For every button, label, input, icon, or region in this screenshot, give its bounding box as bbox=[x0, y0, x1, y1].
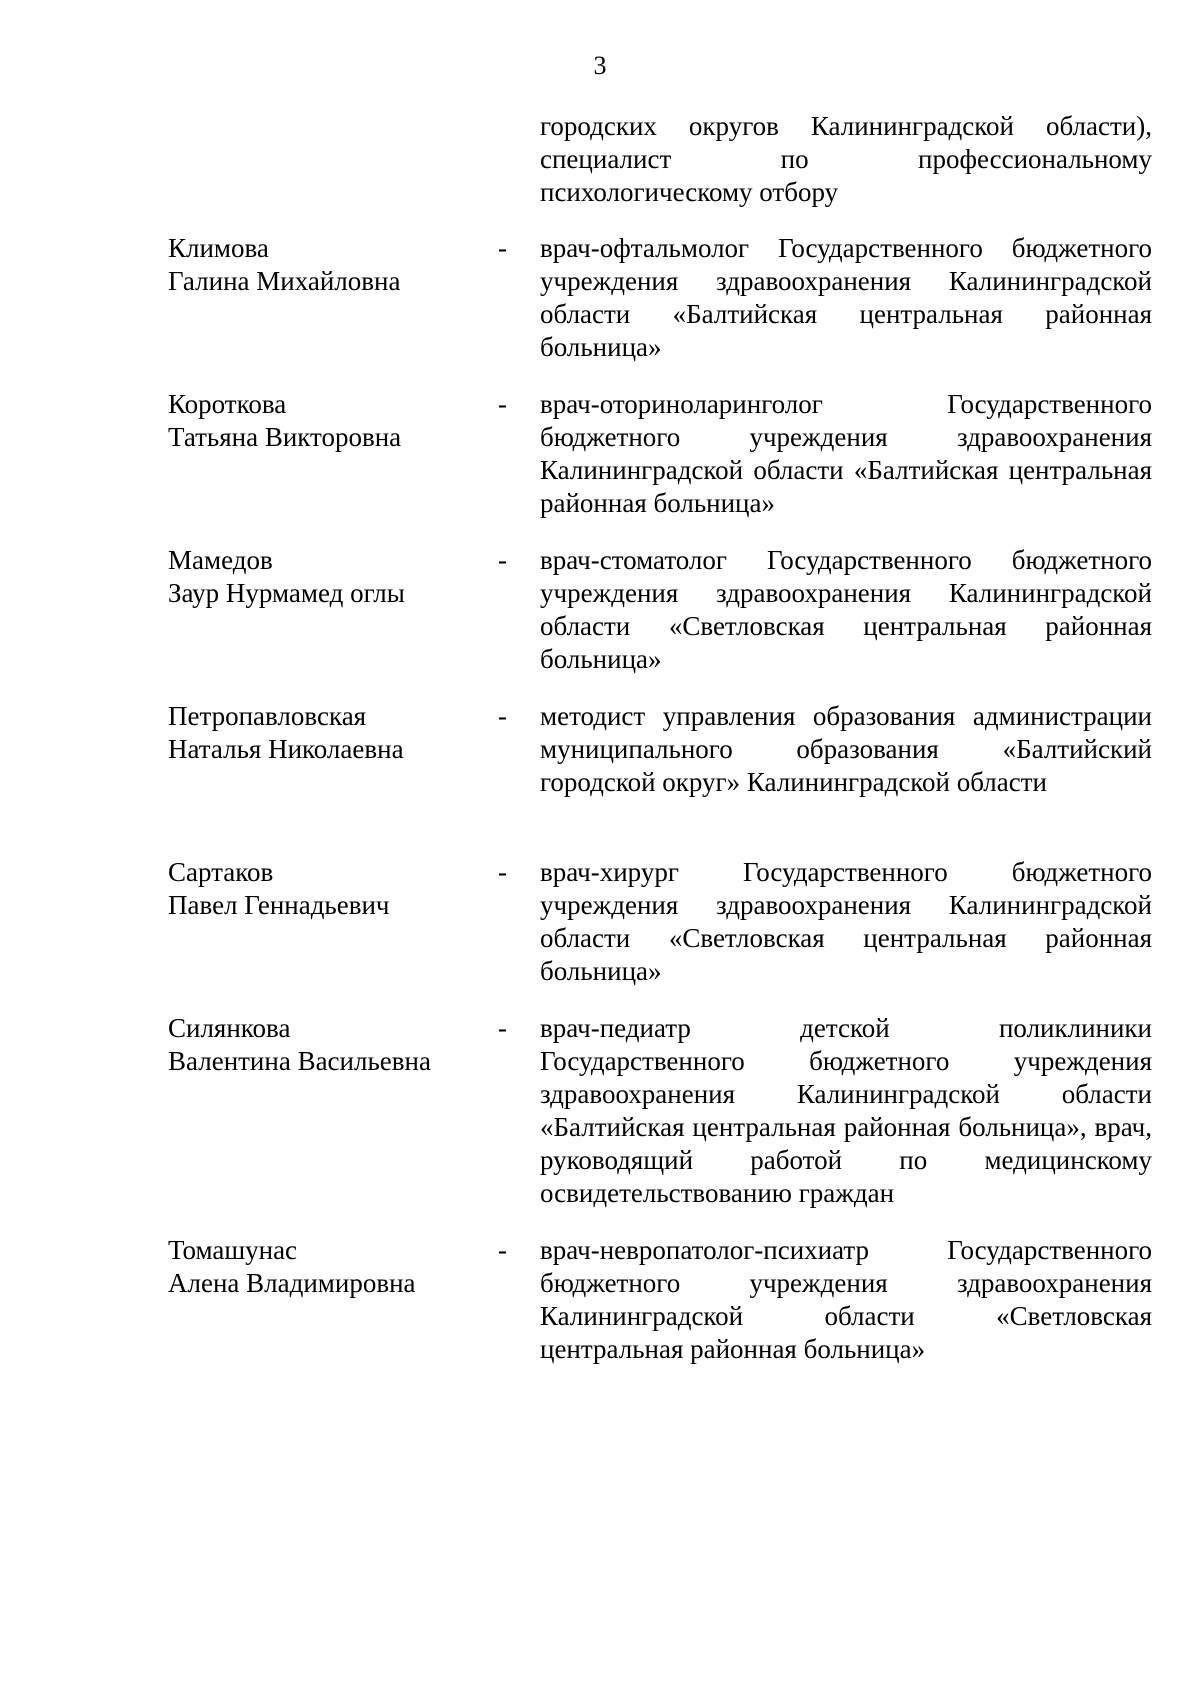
member-given-names: Галина Михайловна bbox=[168, 266, 401, 296]
member-name bbox=[168, 700, 468, 766]
member-surname: Климова bbox=[168, 233, 269, 263]
member-surname: Петропавловская bbox=[168, 701, 367, 731]
member-name bbox=[168, 1234, 468, 1300]
member-description: методист управления образования администрации муниципального образования «Балтийский городской округ» Калининградской области bbox=[540, 701, 1152, 797]
member-dash: - bbox=[498, 701, 507, 731]
member-surname: Сартаков bbox=[168, 857, 274, 887]
member-surname: Томашунас bbox=[168, 1235, 298, 1265]
member-name bbox=[168, 388, 468, 454]
member-dash: - bbox=[498, 857, 507, 887]
member-description: врач-оториноларинголог Государственного бюджетного учреждения здравоохранения Калининградской области «Балтийская центральная районная больница» bbox=[540, 389, 1152, 518]
member-description: врач-хирург Государственного бюджетного учреждения здравоохранения Калининградской области «Светловская центральная районная больница» bbox=[540, 857, 1152, 986]
member-description: врач-стоматолог Государственного бюджетного учреждения здравоохранения Калининградской области «Светловская центральная районная больница» bbox=[540, 545, 1152, 674]
member-given-names: Татьяна Викторовна bbox=[168, 422, 402, 452]
member-given-names: Павел Геннадьевич bbox=[168, 890, 390, 920]
member-name bbox=[168, 1012, 468, 1078]
member-description: врач-педиатр детской поликлиники Государственного бюджетного учреждения здравоохранения Калининградской области «Балтийская центральная районная больница», врач, руководящий работой по медицинскому освидетельствованию граждан bbox=[540, 1013, 1152, 1208]
member-given-names: Валентина Васильевна bbox=[168, 1046, 431, 1076]
member-surname: Мамедов bbox=[168, 545, 273, 575]
member-dash: - bbox=[498, 1013, 507, 1043]
continued-description: городских округов Калининградской области), специалист по профессиональному психологическому отбору bbox=[540, 111, 1152, 207]
member-dash: - bbox=[498, 545, 507, 575]
member-given-names: Наталья Николаевна bbox=[168, 734, 404, 764]
member-given-names: Алена Владимировна bbox=[168, 1268, 416, 1298]
member-description: врач-невропатолог-психиатр Государственного бюджетного учреждения здравоохранения Калининградской области «Светловская центральная районная больница» bbox=[540, 1235, 1152, 1364]
member-surname: Силянкова bbox=[168, 1013, 291, 1043]
member-name bbox=[168, 856, 468, 922]
member-dash: - bbox=[498, 1235, 507, 1265]
member-surname: Короткова bbox=[168, 389, 287, 419]
member-name bbox=[168, 544, 468, 610]
page-number: 3 bbox=[593, 51, 607, 80]
member-dash: - bbox=[498, 389, 507, 419]
member-description: врач-офтальмолог Государственного бюджетного учреждения здравоохранения Калининградской области «Балтийская центральная районная больница» bbox=[540, 233, 1152, 362]
member-dash: - bbox=[498, 233, 507, 263]
member-given-names: Заур Нурмамед оглы bbox=[168, 578, 405, 608]
member-name bbox=[168, 232, 468, 298]
